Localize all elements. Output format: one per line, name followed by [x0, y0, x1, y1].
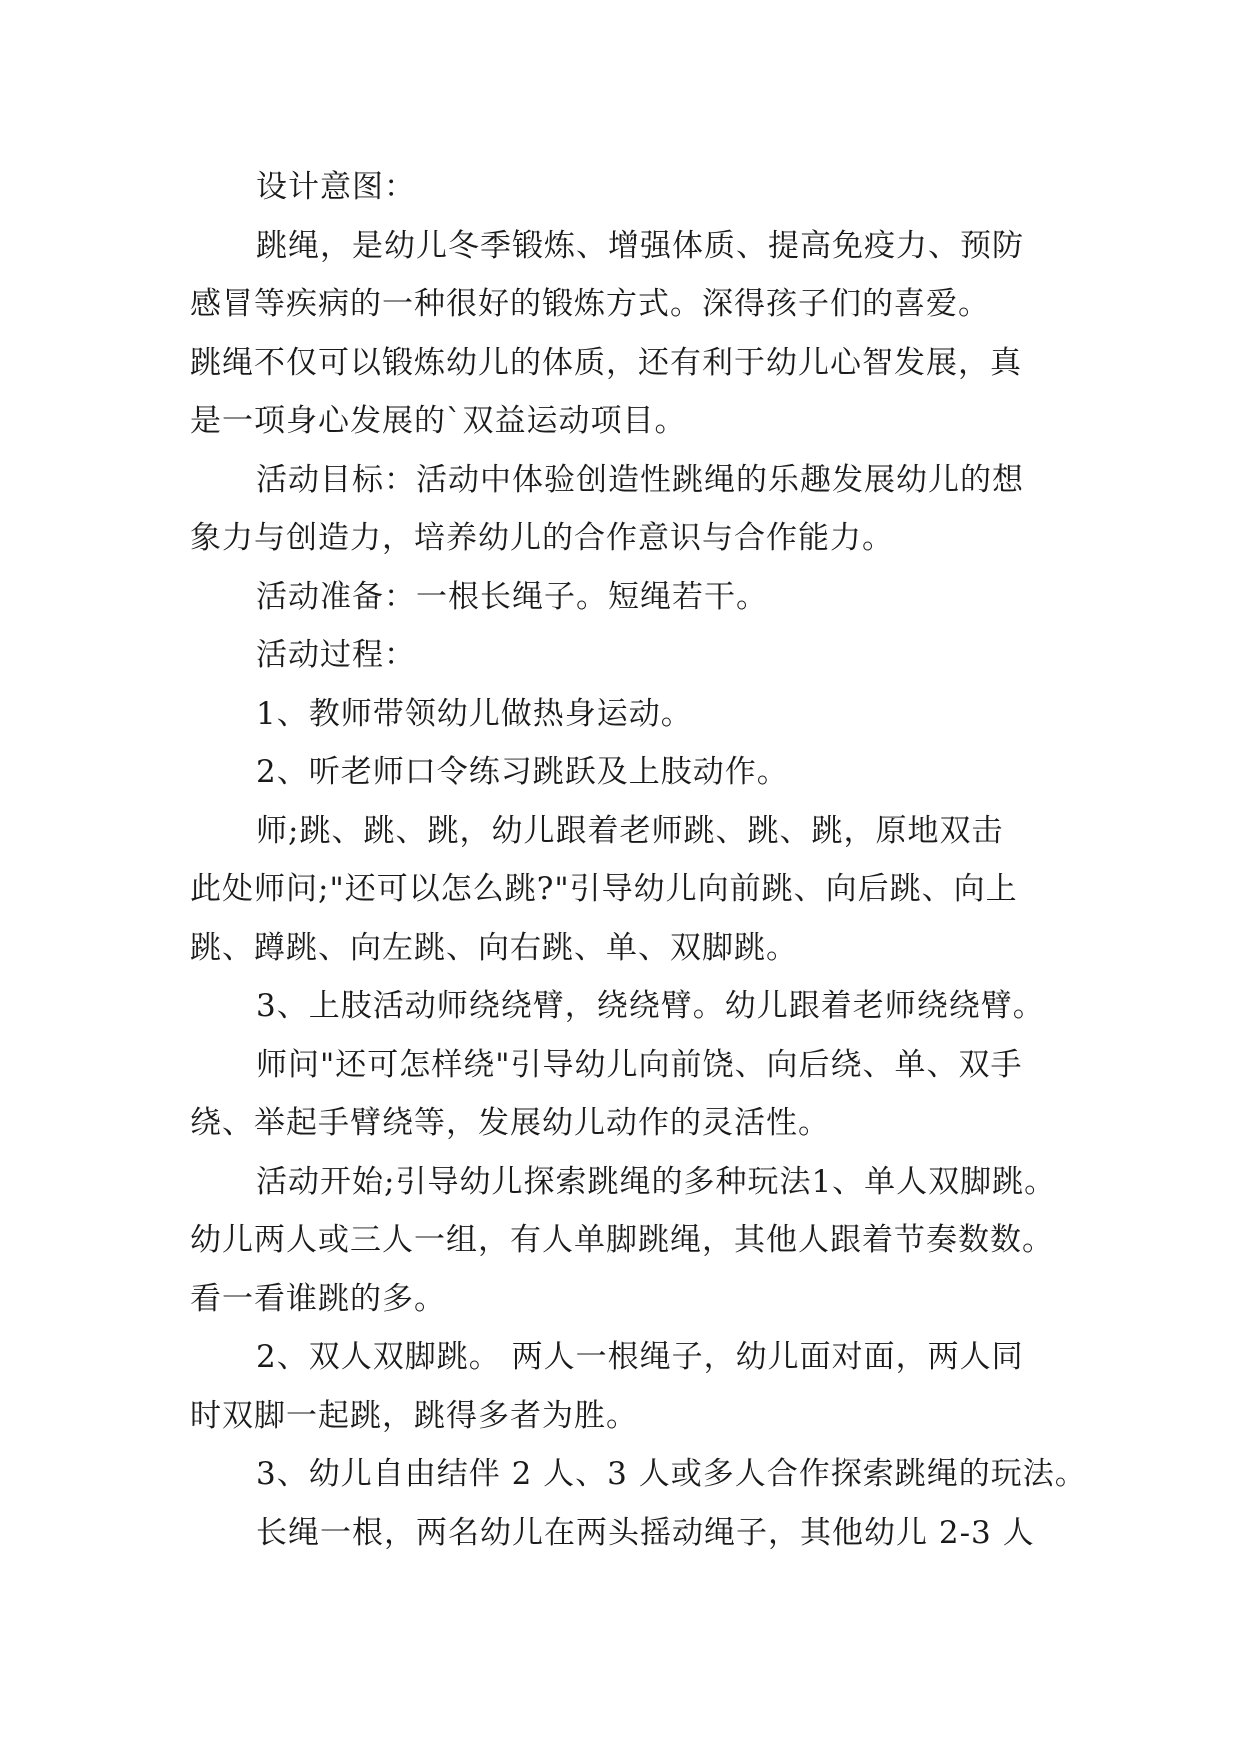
text-line: 活动准备：一根长绳子。短绳若干。 [256, 578, 768, 615]
text-line: 2、听老师口令练习跳跃及上肢动作。 [256, 754, 789, 790]
text-line: 是一项身心发展的`双益运动项目。 [190, 403, 687, 439]
text-line: 绕、举起手臂绕等，发展幼儿动作的灵活性。 [190, 1105, 830, 1141]
document-body [190, 158, 1087, 1562]
text-line: 幼儿两人或三人一组，有人单脚跳绳，其他人跟着节奏数数。 [190, 1222, 1054, 1258]
text-line: 师;跳、跳、跳，幼儿跟着老师跳、跳、跳，原地双击 [256, 812, 1004, 849]
text-line: 3、上肢活动师绕绕臂，绕绕臂。幼儿跟着老师绕绕臂。 [256, 988, 1045, 1024]
text-line: 3、幼儿自由结伴 2 人、3 人或多人合作探索跳绳的玩法。 [256, 1456, 1087, 1492]
text-line: 跳、蹲跳、向左跳、向右跳、单、双脚跳。 [190, 929, 798, 966]
text-line: 跳绳不仅可以锻炼幼儿的体质，还有利于幼儿心智发展，真 [190, 344, 1022, 381]
text-line: 时双脚一起跳，跳得多者为胜。 [190, 1397, 638, 1434]
text-line: 师问"还可怎样绕"引导幼儿向前饶、向后绕、单、双手 [256, 1046, 1023, 1083]
text-line: 长绳一根，两名幼儿在两头摇动绳子，其他幼儿 2-3 人 [256, 1514, 1035, 1551]
text-line: 活动过程： [256, 637, 416, 673]
text-line: 感冒等疾病的一种很好的锻炼方式。深得孩子们的喜爱。 [190, 286, 990, 322]
text-line: 设计意图： [256, 169, 416, 205]
text-line: 活动开始;引导幼儿探索跳绳的多种玩法1、单人双脚跳。 [256, 1163, 1057, 1200]
text-line: 此处师问;"还可以怎么跳?"引导幼儿向前跳、向后跳、向上 [190, 871, 1018, 907]
text-line: 2、双人双脚跳。 两人一根绳子，幼儿面对面，两人同 [256, 1339, 1024, 1375]
text-line: 跳绳，是幼儿冬季锻炼、增强体质、提高免疫力、预防 [256, 227, 1024, 264]
text-line: 1、教师带领幼儿做热身运动。 [256, 695, 693, 732]
text-line: 活动目标：活动中体验创造性跳绳的乐趣发展幼儿的想 [256, 461, 1024, 498]
text-line: 看一看谁跳的多。 [190, 1280, 446, 1317]
text-line: 象力与创造力，培养幼儿的合作意识与合作能力。 [190, 520, 894, 556]
